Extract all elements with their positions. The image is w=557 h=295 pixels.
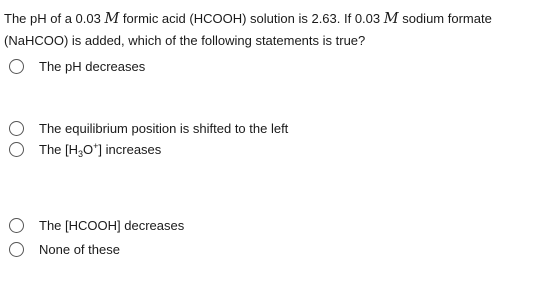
radio-button[interactable]: [9, 59, 24, 74]
answer-option-none-of-these[interactable]: [9, 240, 120, 258]
superscript: +: [93, 140, 99, 151]
answer-option-ph-decreases[interactable]: [9, 57, 145, 75]
radio-button[interactable]: [9, 121, 24, 136]
question-part-3: sodium formate (NaHCOO) is added, which of the following statements is true?: [4, 11, 492, 48]
option-label-prefix: The [H: [39, 141, 79, 157]
molarity-unit: M: [104, 11, 120, 27]
molarity-unit: M: [383, 11, 399, 27]
radio-button[interactable]: [9, 242, 24, 257]
option-label: The equilibrium position is shifted to the left: [39, 120, 289, 136]
question-part-1: The pH of a 0.03: [4, 11, 105, 26]
option-label: The pH decreases: [39, 58, 146, 74]
answer-option-h3o-increases[interactable]: [9, 140, 161, 158]
option-label-suffix: ] increases: [98, 141, 162, 157]
radio-button[interactable]: [9, 142, 24, 157]
subscript: 3: [78, 148, 84, 159]
answer-option-equilibrium-left[interactable]: [9, 119, 288, 137]
option-label: The [HCOOH] decreases: [39, 217, 185, 233]
option-label: None of these: [39, 241, 120, 257]
answer-option-hcooh-decreases[interactable]: [9, 216, 184, 234]
option-label: [39, 142, 161, 157]
question-part-2: formic acid (HCOOH) solution is 2.63. If 0.03: [119, 11, 384, 26]
radio-button[interactable]: [9, 218, 24, 233]
question-text: [4, 8, 556, 52]
option-label-oxygen: O: [83, 141, 94, 157]
